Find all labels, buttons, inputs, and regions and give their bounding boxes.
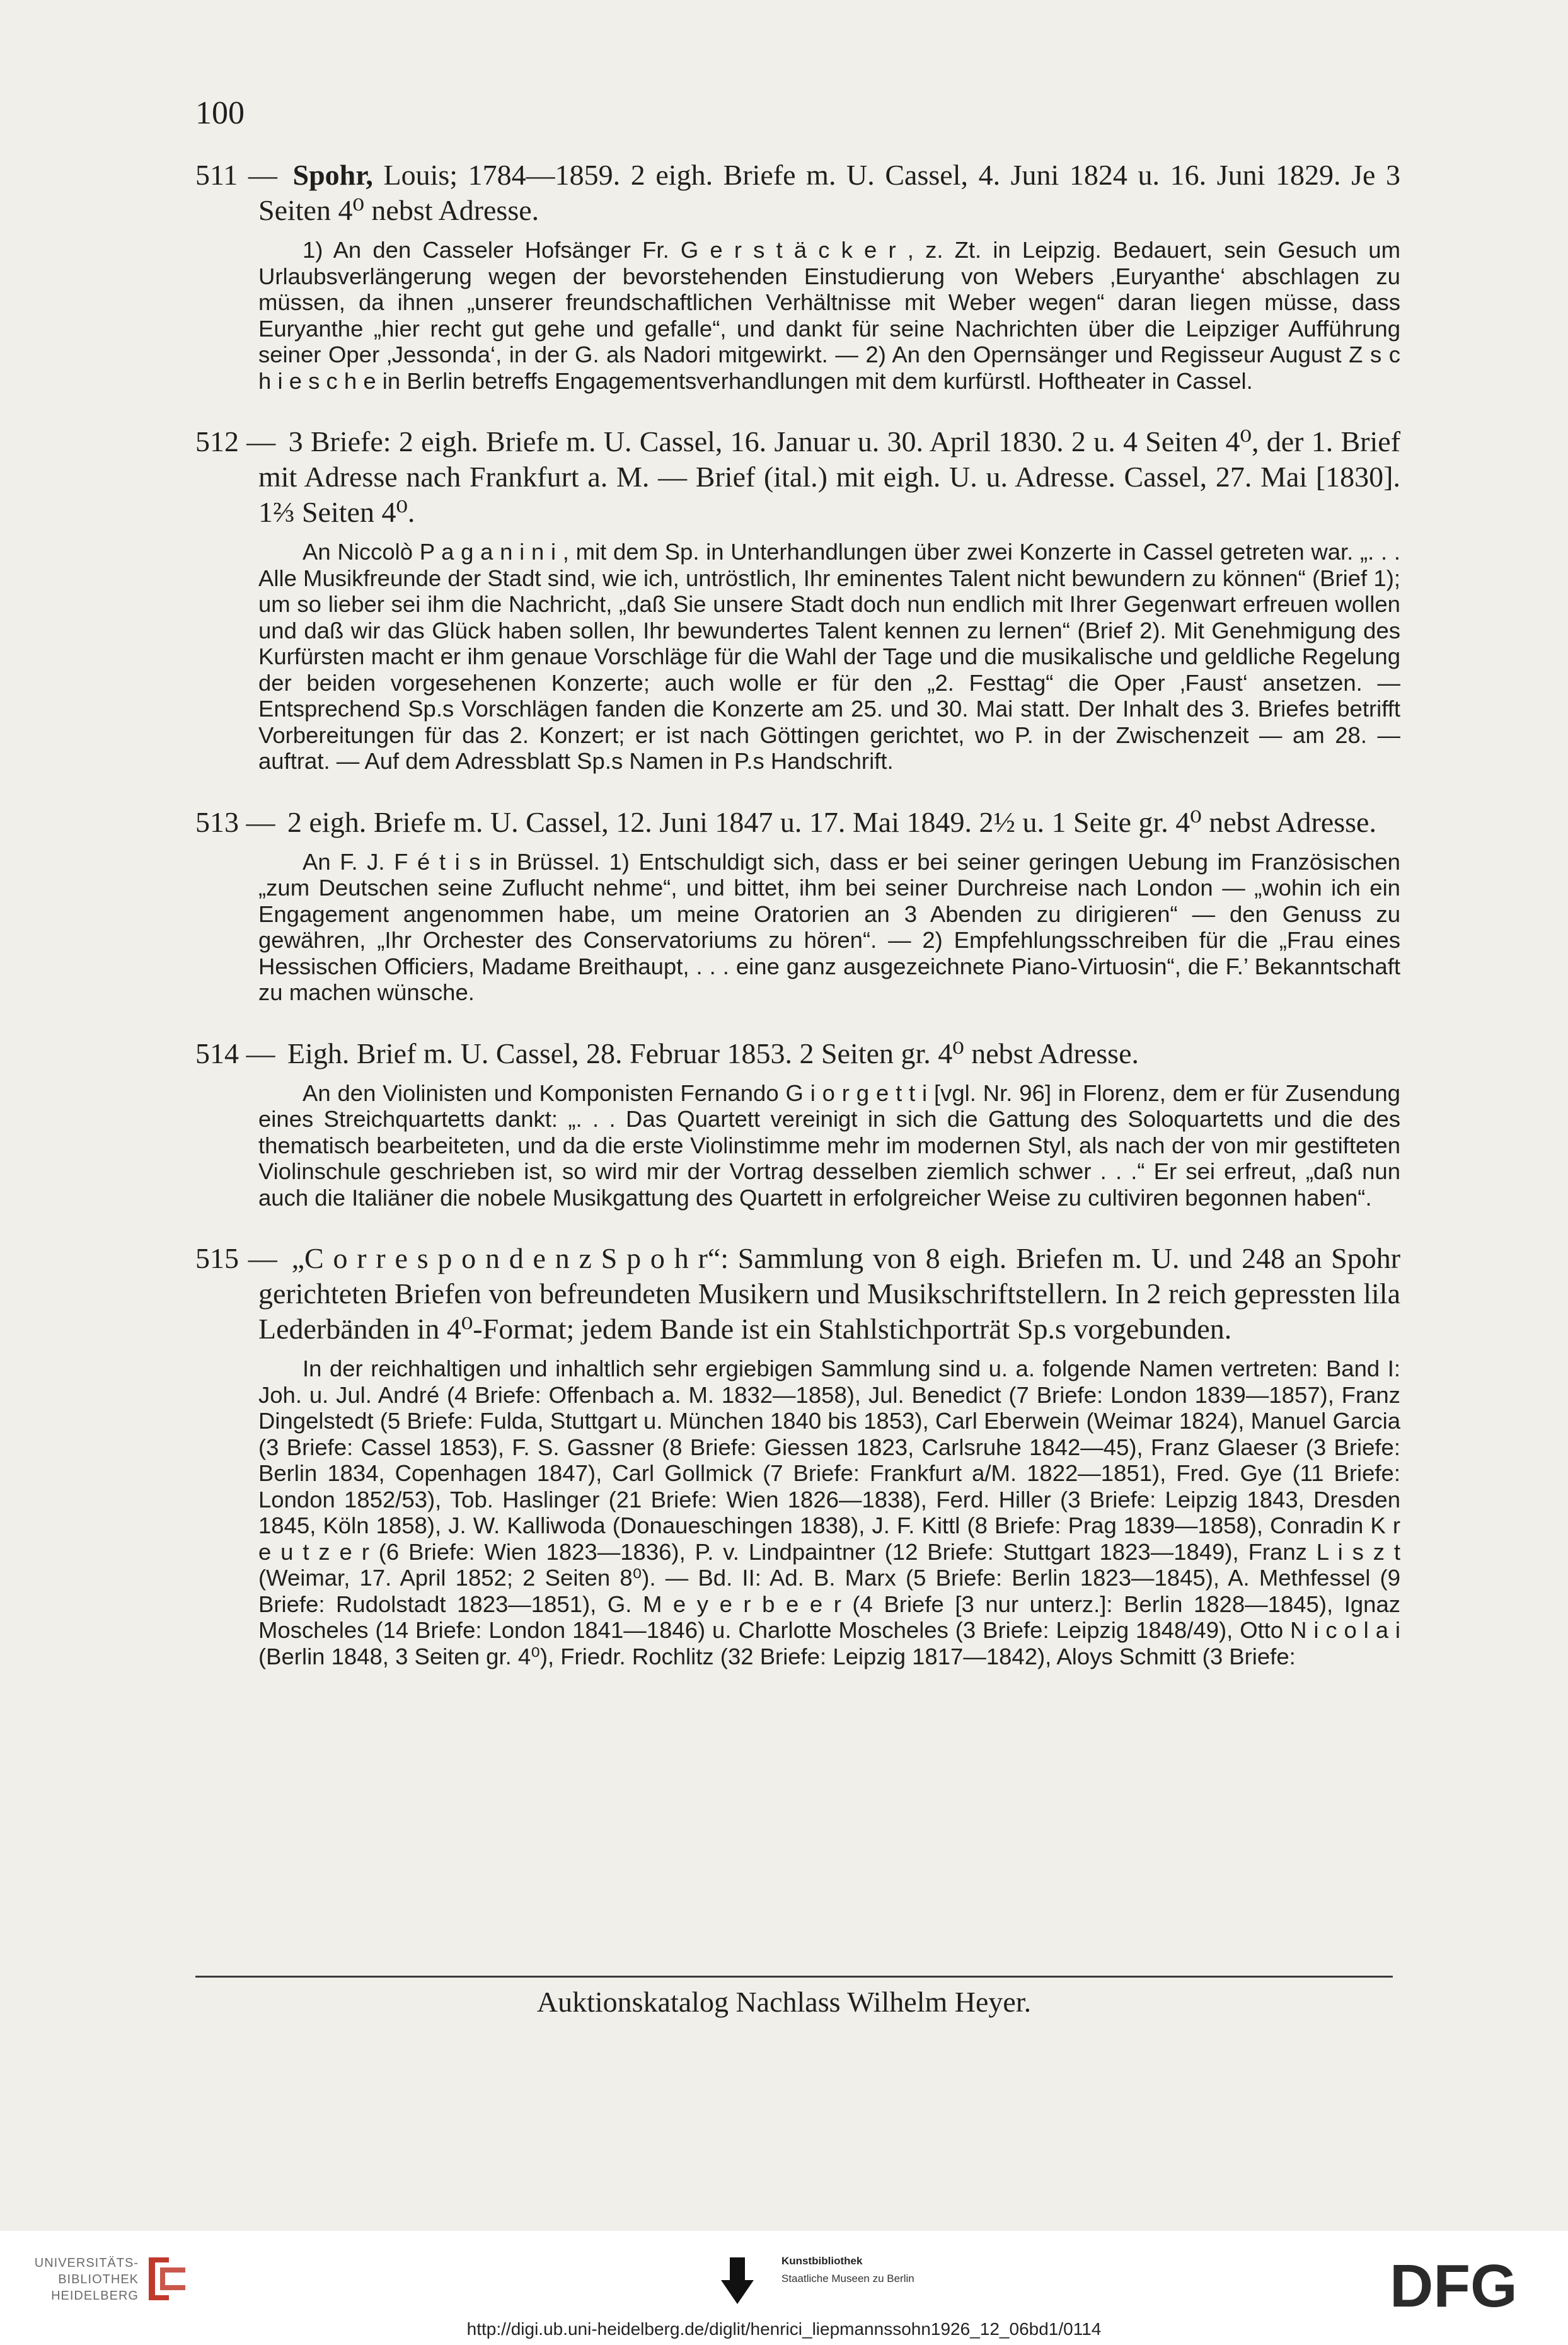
page-url[interactable]: http://digi.ub.uni-heidelberg.de/diglit/henrici_liepmannssohn1926_12_06bd1/0114 [466,2319,1102,2339]
entry-description: 1) An den Casseler Hofsänger Fr. G e r s t ä c k e r , z. Zt. in Leipzig. Bedauert, sein Gesuch um Urlaubsverlängerung wegen der bevorstehenden Einstudierung von Webers ‚Euryanthe‘ abschlagen zu müssen, da ihnen „unserer freundschaftlichen Verhältnisse mit Weber wegen“ daran liegen müsse, dass Euryanthe „hier recht gut gehe und gefalle“, und dankt für seine Nachrichten über die Leipziger Aufführung seiner Oper ‚Jessonda‘, in der G. als Nadori mitgewirkt. — 2) An den Opernsänger und Regisseur August Z s c h i e s c h e in Berlin betreffs Engagementsverhandlungen mit dem kurfürstl. Hoftheater in Cassel. [258,237,1400,394]
kunstbibliothek-logo-icon [718,2255,756,2305]
entry-title: Eigh. Brief m. U. Cassel, 28. Februar 1853. 2 Seiten gr. 4⁰ nebst Adresse. [287,1037,1139,1069]
catalog-entry-513 [195,805,1400,1006]
footer-title: Auktionskatalog Nachlass Wilhelm Heyer. [536,1986,1032,2018]
entry-title: Louis; 1784—1859. 2 eigh. Briefe m. U. Cassel, 4. Juni 1824 u. 16. Juni 1829. Je 3 Seiten 4⁰ nebst Adresse. [258,159,1400,226]
entry-number: 514 — [195,1037,275,1069]
entry-heading [195,424,1400,530]
entry-description: An Niccolò P a g a n i n i , mit dem Sp. in Unterhandlungen über zwei Konzerte in Cassel getreten war. „. . . Alle Musikfreunde der Stadt sind, wie ich, untröstlich, Ihr eminentes Talent nicht bewundern zu können“ (Brief 1); um so lieber sei ihm die Nachricht, „daß Sie unsere Stadt doch nun endlich mit Ihrer Gegenwart erfreuen wollen und daß wir das Glück haben sollen, Ihr bewundertes Talent kennen zu lernen“ (Brief 2). Mit Genehmigung des Kurfürsten macht er ihm genaue Vorschläge für die Wahl der Tage und die musikalische und geldliche Regelung der beiden vorgesehenen Konzerte; auch wolle er für den „2. Festtag“ die Oper ‚Faust‘ ansetzen. — Entsprechend Sp.s Vorschlägen fanden die Konzerte am 25. und 30. Mai statt. Der Inhalt des 3. Briefes betrifft Vorbereitungen für das 2. Konzert; er ist nach Göttingen gerichtet, wo P. in der Zwischenzeit — am 28. — auftrat. — Auf dem Adressblatt Sp.s Namen in P.s Handschrift. [258,539,1400,774]
ub-logo-line: BIBLIOTHEK [58,2273,139,2286]
catalog-entries [195,158,1400,1700]
entry-description: In der reichhaltigen und inhaltlich sehr ergiebigen Sammlung sind u. a. folgende Namen vertreten: Band I: Joh. u. Jul. André (4 Briefe: Offenbach a. M. 1832—1858), Jul. Benedict (7 Briefe: London 1839—1857), Franz Dingelstedt (5 Briefe: Fulda, Stuttgart u. München 1840 bis 1853), Carl Eberwein (Weimar 1824), Manuel Garcia (3 Briefe: Cassel 1853), F. S. Gassner (8 Briefe: Giessen 1823, Carlsruhe 1842—45), Franz Glaeser (3 Briefe: Berlin 1834, Copenhagen 1847), Carl Gollmick (7 Briefe: Frankfurt a/M. 1822—1851), Fred. Gye (11 Briefe: London 1852/53), Tob. Haslinger (21 Briefe: Wien 1826—1838), Ferd. Hiller (3 Briefe: Leipzig 1843, Dresden 1845, Köln 1858), J. W. Kalliwoda (Donaueschingen 1838), J. F. Kittl (8 Briefe: Prag 1839—1858), Conradin K r e u t z e r (6 Briefe: Wien 1823—1836), P. v. Lindpaintner (12 Briefe: Stuttgart 1823—1849), Franz L i s z t (Weimar, 17. April 1852; 2 Seiten 8⁰). — Bd. II: Ad. B. Marx (5 Briefe: Berlin 1823—1845), A. Methfessel (9 Briefe: Rudolstadt 1823—1851), G. M e y e r b e e r (4 Briefe [3 nur unterz.]: Berlin 1828—1845), Ignaz Moscheles (14 Briefe: London 1841—1846) u. Charlotte Moscheles (3 Briefe: Leipzig 1848/49), Otto N i c o l a i (Berlin 1848, 3 Seiten gr. 4⁰), Friedr. Rochlitz (32 Briefe: Leipzig 1817—1842), Aloys Schmitt (3 Briefe: [258,1356,1400,1669]
catalog-entry-511 [195,158,1400,394]
dfg-logo [1390,2256,1547,2313]
entry-description: An F. J. F é t i s in Brüssel. 1) Entschuldigt sich, dass er bei seiner geringen Uebung im Französischen „zum Deutschen seine Zuflucht nehme“, und bittet, ihm bei seiner Durchreise nach London — „wohin ich ein Engagement angenommen habe, um meine Oratorien an 3 Abenden zu dirigieren“ — den Genuss zu gewähren, „Ihr Orchester des Conservatoriums zu hören“. — 2) Empfehlungsschreiben für die „Frau eines Hessischen Officiers, Madame Breithaupt, . . . eine ganz ausgezeichnete Piano-Virtuosin“, die F.’ Bekanntschaft zu machen wünsche. [258,848,1400,1005]
dfg-logo-text: DFG [1390,2256,1518,2313]
entry-heading [195,1241,1400,1347]
entry-title: 2 eigh. Briefe m. U. Cassel, 12. Juni 1847 u. 17. Mai 1849. 2½ u. 1 Seite gr. 4⁰ nebst Adresse. [287,805,1376,838]
entry-heading [195,1036,1400,1071]
entry-composer: Spohr, [292,159,373,191]
page-number: 100 [195,95,245,131]
kunstbibliothek-name: Kunstbibliothek [781,2255,863,2267]
ub-logo-line: UNIVERSITÄTS- [34,2256,139,2270]
entry-heading [195,158,1400,228]
entry-number: 512 — [195,425,276,458]
ub-heidelberg-logo-text [25,2255,139,2304]
entry-number: 511 — [195,159,277,191]
ub-heidelberg-logo-icon [144,2251,190,2308]
catalog-entry-514 [195,1036,1400,1211]
footer-rule [195,1976,1393,1978]
entry-title: „C o r r e s p o n d e n z S p o h r“: Sammlung von 8 eigh. Briefen m. U. und 248 an Spohr gerichteten Briefen von befreundeten Musikern und Musikschriftstellern. In 2 reich gepressten lila Lederbänden in 4⁰-Format; jedem Bande ist ein Stahlstichporträt Sp.s vorgebunden. [258,1242,1401,1345]
ub-logo-line: HEIDELBERG [51,2289,139,2303]
kunstbibliothek-subtitle: Staatliche Museen zu Berlin [781,2273,914,2285]
entry-description: An den Violinisten und Komponisten Fernando G i o r g e t t i [vgl. Nr. 96] in Florenz, dem er für Zusendung eines Streichquartetts dankt: „. . . Das Quartett vereinigt in sich die Gattung des Soloquartetts und die des thematisch bearbeiteten, und da die erste Violinstimme mehr im modernen Styl, als nach der von mir gestifteten Violinschule geschrieben ist, so wird mir der Vortrag desselben ziemlich schwer . . .“ Er sei erfreut, „daß nun auch die Italiäner die nobele Musikgattung des Quartett in erfolgreicher Weise zu cultiviren begonnen haben“. [258,1080,1400,1211]
catalog-entry-512 [195,424,1400,775]
entry-heading [195,805,1400,840]
entry-number: 513 — [195,805,275,838]
catalog-entry-515 [195,1241,1400,1669]
entry-number: 515 — [195,1242,277,1274]
entry-title: 3 Briefe: 2 eigh. Briefe m. U. Cassel, 16. Januar u. 30. April 1830. 2 u. 4 Seiten 4⁰, der 1. Brief mit Adresse nach Frankfurt a. M. — Brief (ital.) mit eigh. U. u. Adresse. Cassel, 27. Mai [1830]. 1⅔ Seiten 4⁰. [258,425,1401,528]
